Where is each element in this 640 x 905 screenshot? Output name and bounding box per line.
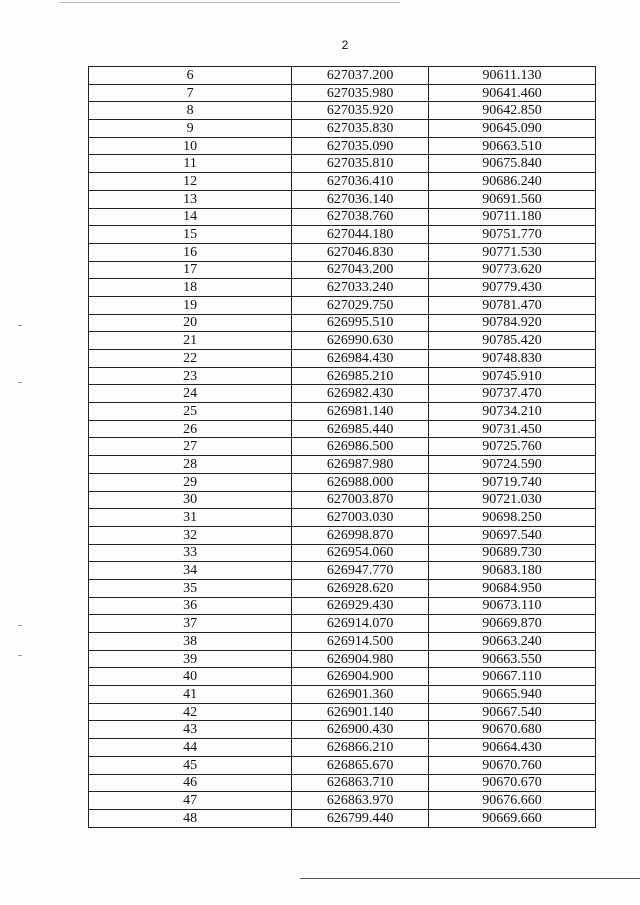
x-coordinate-cell: 626986.500 [292,438,429,456]
point-number-cell: 32 [89,526,292,544]
page-number: 2 [341,38,349,52]
x-coordinate-cell: 626799.440 [292,809,429,827]
x-coordinate-cell: 627035.090 [292,137,429,155]
point-number-cell: 22 [89,350,292,368]
left-margin-mark [18,382,22,383]
point-number-cell: 47 [89,792,292,810]
point-number-cell: 18 [89,279,292,297]
y-coordinate-cell: 90724.590 [428,456,595,474]
y-coordinate-cell: 90731.450 [428,420,595,438]
point-number-cell: 10 [89,137,292,155]
table-row [89,190,596,208]
table-row [89,385,596,403]
y-coordinate-cell: 90664.430 [428,739,595,757]
point-number-cell: 39 [89,650,292,668]
x-coordinate-cell: 626914.070 [292,615,429,633]
table-row [89,491,596,509]
left-margin-mark [18,625,22,626]
table-row [89,102,596,120]
point-number-cell: 43 [89,721,292,739]
point-number-cell: 23 [89,367,292,385]
point-number-cell: 15 [89,226,292,244]
y-coordinate-cell: 90719.740 [428,473,595,491]
x-coordinate-cell: 626985.210 [292,367,429,385]
point-number-cell: 7 [89,84,292,102]
table-row [89,403,596,421]
y-coordinate-cell: 90670.670 [428,774,595,792]
point-number-cell: 20 [89,314,292,332]
table-row [89,774,596,792]
table-row [89,279,596,297]
point-number-cell: 14 [89,208,292,226]
point-number-cell: 35 [89,579,292,597]
point-number-cell: 11 [89,155,292,173]
y-coordinate-cell: 90686.240 [428,173,595,191]
y-coordinate-cell: 90670.760 [428,756,595,774]
point-number-cell: 9 [89,120,292,138]
x-coordinate-cell: 626901.140 [292,703,429,721]
table-row [89,562,596,580]
y-coordinate-cell: 90748.830 [428,350,595,368]
x-coordinate-cell: 627046.830 [292,243,429,261]
point-number-cell: 48 [89,809,292,827]
x-coordinate-cell: 626947.770 [292,562,429,580]
x-coordinate-cell: 626987.980 [292,456,429,474]
table-row [89,208,596,226]
y-coordinate-cell: 90663.550 [428,650,595,668]
x-coordinate-cell: 626982.430 [292,385,429,403]
y-coordinate-cell: 90667.110 [428,668,595,686]
x-coordinate-cell: 626954.060 [292,544,429,562]
y-coordinate-cell: 90785.420 [428,332,595,350]
table-row [89,84,596,102]
y-coordinate-cell: 90673.110 [428,597,595,615]
x-coordinate-cell: 626866.210 [292,739,429,757]
point-number-cell: 30 [89,491,292,509]
point-number-cell: 31 [89,509,292,527]
point-number-cell: 45 [89,756,292,774]
point-number-cell: 17 [89,261,292,279]
x-coordinate-cell: 626900.430 [292,721,429,739]
point-number-cell: 8 [89,102,292,120]
table-row [89,597,596,615]
x-coordinate-cell: 626929.430 [292,597,429,615]
y-coordinate-cell: 90665.940 [428,686,595,704]
x-coordinate-cell: 627044.180 [292,226,429,244]
x-coordinate-cell: 627035.810 [292,155,429,173]
table-row [89,756,596,774]
x-coordinate-cell: 626901.360 [292,686,429,704]
point-number-cell: 27 [89,438,292,456]
y-coordinate-cell: 90784.920 [428,314,595,332]
y-coordinate-cell: 90771.530 [428,243,595,261]
left-margin-mark [18,325,22,326]
y-coordinate-cell: 90684.950 [428,579,595,597]
y-coordinate-cell: 90669.660 [428,809,595,827]
y-coordinate-cell: 90697.540 [428,526,595,544]
table-row [89,350,596,368]
x-coordinate-cell: 627033.240 [292,279,429,297]
table-row [89,509,596,527]
point-number-cell: 25 [89,403,292,421]
x-coordinate-cell: 626928.620 [292,579,429,597]
y-coordinate-cell: 90667.540 [428,703,595,721]
x-coordinate-cell: 626998.870 [292,526,429,544]
point-number-cell: 16 [89,243,292,261]
table-row [89,721,596,739]
point-number-cell: 38 [89,633,292,651]
left-margin-mark [18,655,22,656]
table-row [89,579,596,597]
x-coordinate-cell: 626914.500 [292,633,429,651]
y-coordinate-cell: 90689.730 [428,544,595,562]
table-row [89,526,596,544]
table-row [89,792,596,810]
point-number-cell: 19 [89,296,292,314]
x-coordinate-cell: 626995.510 [292,314,429,332]
y-coordinate-cell: 90676.660 [428,792,595,810]
point-number-cell: 29 [89,473,292,491]
table-row [89,67,596,85]
point-number-cell: 12 [89,173,292,191]
point-number-cell: 26 [89,420,292,438]
x-coordinate-cell: 626984.430 [292,350,429,368]
y-coordinate-cell: 90691.560 [428,190,595,208]
bottom-edge-rule [300,878,640,879]
point-number-cell: 34 [89,562,292,580]
point-number-cell: 44 [89,739,292,757]
table-row [89,173,596,191]
x-coordinate-cell: 626985.440 [292,420,429,438]
y-coordinate-cell: 90721.030 [428,491,595,509]
table-row [89,544,596,562]
y-coordinate-cell: 90670.680 [428,721,595,739]
table-row [89,739,596,757]
x-coordinate-cell: 626863.970 [292,792,429,810]
table-row [89,473,596,491]
table-row [89,456,596,474]
table-row [89,332,596,350]
x-coordinate-cell: 627036.410 [292,173,429,191]
table-row [89,367,596,385]
x-coordinate-cell: 627043.200 [292,261,429,279]
point-number-cell: 28 [89,456,292,474]
x-coordinate-cell: 627037.200 [292,67,429,85]
table-row [89,633,596,651]
x-coordinate-cell: 626904.900 [292,668,429,686]
y-coordinate-cell: 90641.460 [428,84,595,102]
point-number-cell: 21 [89,332,292,350]
coordinates-table [88,66,596,828]
table-row [89,809,596,827]
point-number-cell: 13 [89,190,292,208]
x-coordinate-cell: 627038.760 [292,208,429,226]
x-coordinate-cell: 626904.980 [292,650,429,668]
table-row [89,120,596,138]
x-coordinate-cell: 626990.630 [292,332,429,350]
x-coordinate-cell: 626863.710 [292,774,429,792]
y-coordinate-cell: 90611.130 [428,67,595,85]
y-coordinate-cell: 90663.510 [428,137,595,155]
table-row [89,314,596,332]
y-coordinate-cell: 90745.910 [428,367,595,385]
table-row [89,420,596,438]
table-row [89,226,596,244]
point-number-cell: 24 [89,385,292,403]
y-coordinate-cell: 90725.760 [428,438,595,456]
y-coordinate-cell: 90734.210 [428,403,595,421]
table-row [89,615,596,633]
point-number-cell: 36 [89,597,292,615]
x-coordinate-cell: 626988.000 [292,473,429,491]
x-coordinate-cell: 627035.920 [292,102,429,120]
y-coordinate-cell: 90663.240 [428,633,595,651]
table-row [89,686,596,704]
table-row [89,137,596,155]
y-coordinate-cell: 90751.770 [428,226,595,244]
top-edge-rule [60,2,400,3]
y-coordinate-cell: 90669.870 [428,615,595,633]
y-coordinate-cell: 90779.430 [428,279,595,297]
point-number-cell: 42 [89,703,292,721]
table-row [89,296,596,314]
x-coordinate-cell: 627035.980 [292,84,429,102]
point-number-cell: 33 [89,544,292,562]
y-coordinate-cell: 90683.180 [428,562,595,580]
point-number-cell: 46 [89,774,292,792]
point-number-cell: 6 [89,67,292,85]
point-number-cell: 37 [89,615,292,633]
table-row [89,703,596,721]
y-coordinate-cell: 90675.840 [428,155,595,173]
x-coordinate-cell: 627003.870 [292,491,429,509]
table-row [89,650,596,668]
x-coordinate-cell: 626981.140 [292,403,429,421]
x-coordinate-cell: 627035.830 [292,120,429,138]
y-coordinate-cell: 90711.180 [428,208,595,226]
y-coordinate-cell: 90642.850 [428,102,595,120]
x-coordinate-cell: 627036.140 [292,190,429,208]
point-number-cell: 40 [89,668,292,686]
y-coordinate-cell: 90773.620 [428,261,595,279]
coordinates-table-body [89,67,596,828]
table-row [89,668,596,686]
x-coordinate-cell: 627029.750 [292,296,429,314]
table-row [89,438,596,456]
table-row [89,243,596,261]
point-number-cell: 41 [89,686,292,704]
y-coordinate-cell: 90737.470 [428,385,595,403]
table-row [89,261,596,279]
y-coordinate-cell: 90645.090 [428,120,595,138]
y-coordinate-cell: 90781.470 [428,296,595,314]
x-coordinate-cell: 626865.670 [292,756,429,774]
y-coordinate-cell: 90698.250 [428,509,595,527]
x-coordinate-cell: 627003.030 [292,509,429,527]
table-row [89,155,596,173]
